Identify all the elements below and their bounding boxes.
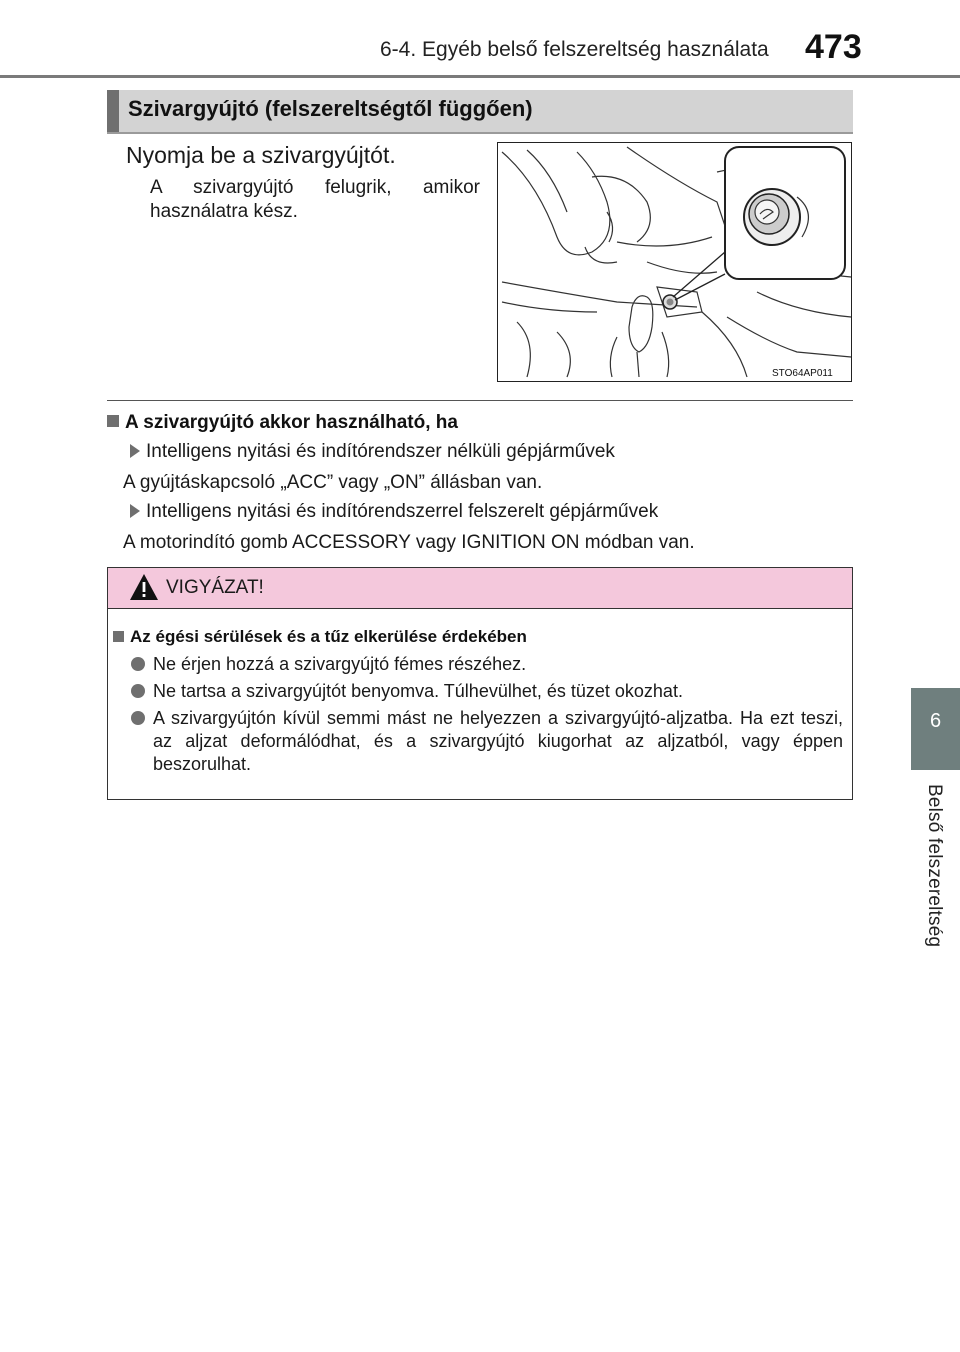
- condition-text: A motorindító gomb ACCESSORY vagy IGNITION ON módban van.: [123, 532, 695, 553]
- illustration-code: STO64AP011: [772, 368, 833, 379]
- caution-item-text: Ne tartsa a szivargyújtót benyomva. Túlhevülhet, és tüzet okozhat.: [153, 681, 683, 701]
- caution-title: VIGYÁZAT!: [166, 577, 264, 598]
- chapter-label-text: Belső felszereltség: [924, 784, 945, 948]
- condition-variant: [130, 501, 658, 523]
- caution-item: [131, 680, 843, 703]
- round-bullet-icon: [131, 657, 145, 671]
- section-title: Szivargyújtó (felszereltségtől függően): [128, 96, 533, 121]
- square-bullet-icon: [107, 415, 119, 427]
- warning-triangle-icon: [128, 572, 160, 602]
- page-number: 473: [805, 28, 862, 66]
- caution-item-text: A szivargyújtón kívül semmi mást ne helyezzen a szivargyújtó-aljzatba. Ha ezt teszi, az aljzat deformálódhat, és a szivargyújtó kiugorhat az aljzatból, vagy éppen beszorulhat.: [153, 708, 843, 774]
- condition-variant: [130, 441, 615, 463]
- step-instruction: Nyomja be a szivargyújtót.: [126, 142, 396, 168]
- arrow-bullet-icon: [130, 504, 140, 518]
- caution-item: [131, 653, 843, 676]
- condition-variant-text: Intelligens nyitási és indítórendszerrel felszerelt gépjárművek: [146, 501, 659, 522]
- cigarette-lighter-illustration: [497, 142, 852, 382]
- caution-heading: [113, 627, 527, 647]
- chapter-number: 6: [929, 710, 942, 732]
- condition-variant-text: Intelligens nyitási és indítórendszer nélküli gépjárművek: [146, 441, 615, 462]
- round-bullet-icon: [131, 684, 145, 698]
- caution-item: [131, 707, 843, 776]
- arrow-bullet-icon: [130, 444, 140, 458]
- section-separator: [107, 400, 853, 401]
- chapter-label: [911, 784, 960, 964]
- condition-text: A gyújtáskapcsoló „ACC” vagy „ON” állásban van.: [123, 472, 543, 493]
- step-description: A szivargyújtó felugrik, amikor használatra kész.: [150, 177, 480, 222]
- caution-heading-text: Az égési sérülések és a tűz elkerülése érdekében: [130, 627, 527, 646]
- round-bullet-icon: [131, 711, 145, 725]
- caution-item-text: Ne érjen hozzá a szivargyújtó fémes részéhez.: [153, 654, 527, 674]
- section-title-accent: [107, 90, 119, 132]
- conditions-heading-text: A szivargyújtó akkor használható, ha: [125, 412, 458, 433]
- running-header-section: 6-4. Egyéb belső felszereltség használata: [380, 38, 769, 61]
- square-bullet-icon: [113, 631, 124, 642]
- header-rule: [0, 75, 960, 78]
- conditions-heading: [107, 412, 458, 434]
- section-title-underline: [107, 132, 853, 134]
